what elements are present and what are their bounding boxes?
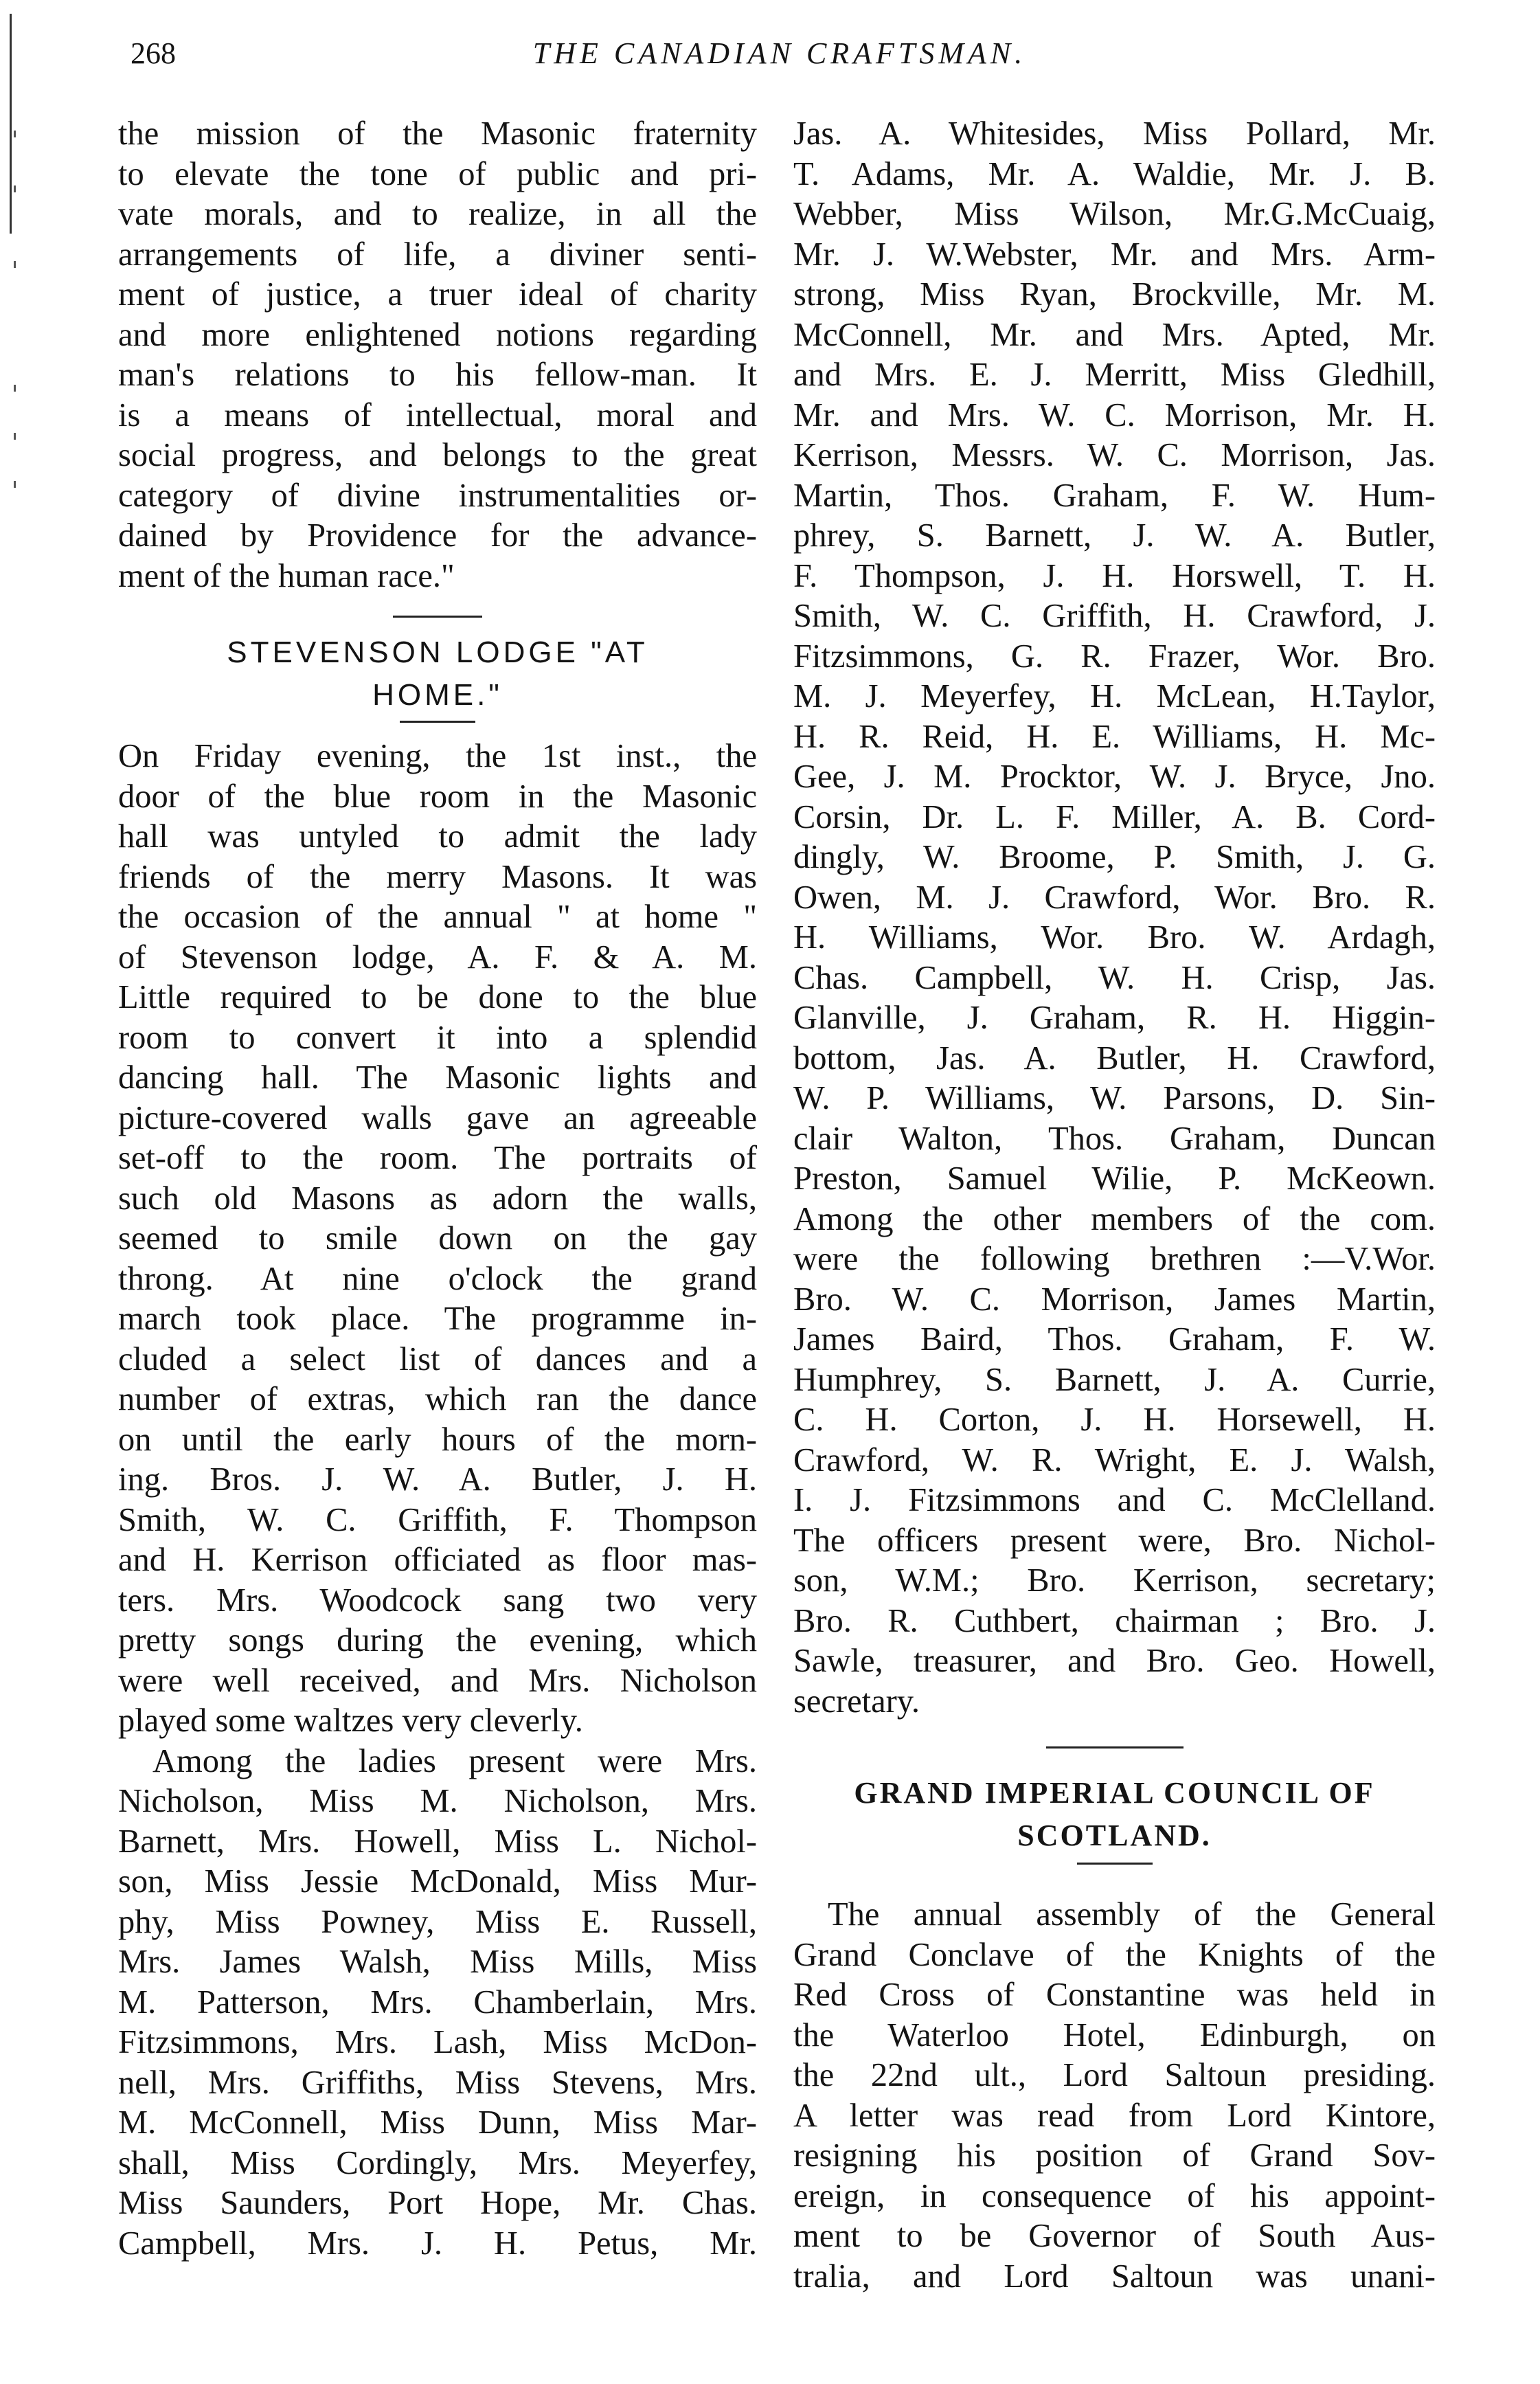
text-line: shall, Miss Cordingly, Mrs. Meyerfey, [118, 2144, 757, 2181]
text-line: A letter was read from Lord Kintore, [793, 2097, 1436, 2134]
text-line: C. H. Corton, J. H. Horsewell, H. [793, 1402, 1436, 1438]
text-line: Mr. and Mrs. W. C. Morrison, Mr. H. [793, 396, 1436, 434]
text-line: Jas. A. Whitesides, Miss Pollard, Mr. [793, 115, 1436, 152]
text-line: T. Adams, Mr. A. Waldie, Mr. J. B. [793, 155, 1436, 192]
text-line: ereign, in consequence of his appoint- [793, 2177, 1436, 2214]
text-line: resigning his position of Grand Sov- [793, 2137, 1436, 2174]
text-line: phy, Miss Powney, Miss E. Russell, [118, 1903, 757, 1940]
text-line: Owen, M. J. Crawford, Wor. Bro. R. [793, 879, 1436, 916]
text-line: ment to be Governor of South Aus- [793, 2218, 1436, 2254]
heading-divider [1077, 1863, 1153, 1865]
text-line: McConnell, Mr. and Mrs. Apted, Mr. [793, 316, 1436, 353]
text-line: clair Walton, Thos. Graham, Duncan [793, 1120, 1436, 1157]
text-line: F. Thompson, J. H. Horswell, T. H. [793, 557, 1436, 594]
text-line: dained by Providence for the advance- [118, 517, 757, 554]
paragraph-annual-assembly [793, 1895, 1436, 2297]
text-line: ment of justice, a truer ideal of charity [118, 276, 757, 313]
text-line: son, W.M.; Bro. Kerrison, secretary; [793, 1562, 1436, 1599]
text-line: pretty songs during the evening, which [118, 1622, 757, 1658]
text-line: I. J. Fitzsimmons and C. McClelland. [793, 1482, 1436, 1518]
text-line: is a means of intellectual, moral and [118, 396, 757, 434]
text-line: Red Cross of Constantine was held in [793, 1977, 1436, 2013]
text-line: throng. At nine o'clock the grand [118, 1260, 757, 1297]
page-number: 268 [131, 36, 176, 70]
heading-line: STEVENSON LODGE "AT [227, 636, 648, 669]
text-line: dancing hall. The Masonic lights and [118, 1059, 757, 1096]
text-line: social progress, and belongs to the great [118, 437, 757, 473]
text-line: Gee, J. M. Procktor, W. J. Bryce, Jno. [793, 758, 1436, 795]
text-line: Nicholson, Miss M. Nicholson, Mrs. [118, 1783, 757, 1819]
text-line: cluded a select list of dances and a [118, 1340, 757, 1377]
text-line: secretary. [793, 1683, 920, 1720]
text-line: James Baird, Thos. Graham, F. W. [793, 1321, 1436, 1358]
text-line: Campbell, Mrs. J. H. Petus, Mr. [118, 2225, 757, 2262]
text-line: Fitzsimmons, Mrs. Lash, Miss McDon- [118, 2024, 757, 2060]
text-line: Preston, Samuel Wilie, P. McKeown. [793, 1160, 1436, 1197]
page-edge-mark [14, 385, 16, 392]
text-line: H. Williams, Wor. Bro. W. Ardagh, [793, 919, 1436, 956]
text-line: and Mrs. E. J. Merritt, Miss Gledhill, [793, 357, 1436, 393]
text-line: Among the ladies present were Mrs. [152, 1742, 757, 1779]
intro-paragraph [118, 114, 757, 596]
page-header [131, 26, 1429, 81]
page-edge-mark [14, 131, 16, 137]
text-line: such old Masons as adorn the walls, [118, 1180, 757, 1217]
paragraph-attendees-continued [793, 114, 1436, 1722]
paragraph-ladies-present [118, 1742, 757, 2264]
text-line: ing. Bros. J. W. A. Butler, J. H. [118, 1461, 757, 1498]
text-line: hall was untyled to admit the lady [118, 818, 757, 855]
text-line: The annual assembly of the General [828, 1896, 1436, 1933]
text-line: the 22nd ult., Lord Saltoun presiding. [793, 2057, 1436, 2093]
text-line: M. McConnell, Miss Dunn, Miss Mar- [118, 2104, 757, 2141]
text-line: ters. Mrs. Woodcock sang two very [118, 1582, 757, 1619]
text-line: and H. Kerrison officiated as floor mas- [118, 1542, 757, 1578]
text-line: arrangements of life, a diviner senti- [118, 236, 757, 273]
page-edge-mark [14, 481, 16, 488]
text-line: the Waterloo Hotel, Edinburgh, on [793, 2016, 1436, 2054]
text-line: man's relations to his fellow-man. It [118, 357, 757, 393]
text-line: Among the other members of the com. [793, 1200, 1436, 1237]
text-line: Miss Saunders, Port Hope, Mr. Chas. [118, 2185, 757, 2221]
paragraph-at-home-description [118, 736, 757, 1742]
page-edge-mark [14, 261, 16, 268]
text-line: Humphrey, S. Barnett, J. A. Currie, [793, 1361, 1436, 1398]
text-line: played some waltzes very cleverly. [118, 1702, 583, 1739]
page-edge-mark [14, 185, 16, 192]
text-line: On Friday evening, the 1st inst., the [118, 738, 757, 774]
text-line: march took place. The programme in- [118, 1301, 757, 1337]
text-line: Barnett, Mrs. Howell, Miss L. Nichol- [118, 1823, 757, 1860]
heading-line: HOME." [372, 678, 503, 712]
text-line: Sawle, treasurer, and Bro. Geo. Howell, [793, 1643, 1436, 1679]
text-line: Crawford, W. R. Wright, E. J. Walsh, [793, 1441, 1436, 1478]
text-line: and more enlightened notions regarding [118, 316, 757, 353]
text-line: son, Miss Jessie McDonald, Miss Mur- [118, 1863, 757, 1900]
text-line: picture-covered walls gave an agreeable [118, 1099, 757, 1136]
section-divider [393, 616, 482, 618]
text-line: Martin, Thos. Graham, F. W. Hum- [793, 477, 1436, 514]
page-edge-mark [14, 433, 16, 440]
left-column [118, 114, 757, 2264]
text-line: The officers present were, Bro. Nichol- [793, 1522, 1436, 1559]
page-edge-line [10, 14, 12, 234]
section-divider [1046, 1746, 1184, 1748]
text-line: the occasion of the annual " at home " [118, 899, 757, 935]
text-line: nell, Mrs. Griffiths, Miss Stevens, Mrs. [118, 2064, 757, 2101]
text-line: of Stevenson lodge, A. F. & A. M. [118, 938, 757, 976]
text-line: M. J. Meyerfey, H. McLean, H.Taylor, [793, 678, 1436, 715]
text-line: Smith, W. C. Griffith, F. Thompson [118, 1501, 757, 1538]
text-line: were well received, and Mrs. Nicholson [118, 1662, 757, 1699]
text-line: W. P. Williams, W. Parsons, D. Sin- [793, 1080, 1436, 1116]
text-line: tralia, and Lord Saltoun was unani- [793, 2258, 1436, 2295]
text-line: room to convert it into a splendid [118, 1019, 757, 1056]
text-line: Little required to be done to the blue [118, 979, 757, 1015]
text-line: Bro. W. C. Morrison, James Martin, [793, 1281, 1436, 1318]
right-column [793, 114, 1436, 2297]
text-line: Kerrison, Messrs. W. C. Morrison, Jas. [793, 437, 1436, 473]
text-line: M. Patterson, Mrs. Chamberlain, Mrs. [118, 1983, 757, 2021]
text-line: seemed to smile down on the gay [118, 1220, 757, 1257]
text-line: Webber, Miss Wilson, Mr.G.McCuaig, [793, 196, 1436, 232]
text-line: friends of the merry Masons. It was [118, 858, 757, 895]
text-line: to elevate the tone of public and pri- [118, 155, 757, 192]
section-heading-stevenson-lodge [118, 631, 757, 717]
text-line: H. R. Reid, H. E. Williams, H. Mc- [793, 718, 1436, 755]
heading-divider [400, 721, 475, 723]
text-line: Mrs. James Walsh, Miss Mills, Miss [118, 1944, 757, 1980]
text-line: Glanville, J. Graham, R. H. Higgin- [793, 1000, 1436, 1036]
text-line: Mr. J. W.Webster, Mr. and Mrs. Arm- [793, 236, 1436, 273]
text-line: Fitzsimmons, G. R. Frazer, Wor. Bro. [793, 638, 1436, 675]
heading-line: SCOTLAND. [1017, 1819, 1212, 1852]
text-line: ment of the human race." [118, 557, 455, 594]
text-line: number of extras, which ran the dance [118, 1381, 757, 1417]
text-line: Corsin, Dr. L. F. Miller, A. B. Cord- [793, 798, 1436, 835]
text-line: Smith, W. C. Griffith, H. Crawford, J. [793, 598, 1436, 634]
text-line: category of divine instrumentalities or- [118, 477, 757, 514]
text-line: on until the early hours of the morn- [118, 1421, 757, 1458]
running-title: THE CANADIAN CRAFTSMAN. [532, 36, 1027, 70]
section-heading-grand-imperial-council [793, 1772, 1436, 1857]
text-line: vate morals, and to realize, in all the [118, 196, 757, 232]
text-line: strong, Miss Ryan, Brockville, Mr. M. [793, 276, 1436, 313]
text-line: set-off to the room. The portraits of [118, 1140, 757, 1176]
text-line: Grand Conclave of the Knights of the [793, 1936, 1436, 1973]
text-line: Bro. R. Cuthbert, chairman ; Bro. J. [793, 1602, 1436, 1639]
text-line: were the following brethren :—V.Wor. [793, 1241, 1436, 1277]
text-line: bottom, Jas. A. Butler, H. Crawford, [793, 1039, 1436, 1077]
text-line: dingly, W. Broome, P. Smith, J. G. [793, 839, 1436, 875]
text-line: door of the blue room in the Masonic [118, 778, 757, 815]
text-line: phrey, S. Barnett, J. W. A. Butler, [793, 517, 1436, 554]
text-line: the mission of the Masonic fraternity [118, 115, 757, 152]
heading-line: GRAND IMPERIAL COUNCIL OF [854, 1776, 1375, 1810]
text-line: Chas. Campbell, W. H. Crisp, Jas. [793, 959, 1436, 996]
